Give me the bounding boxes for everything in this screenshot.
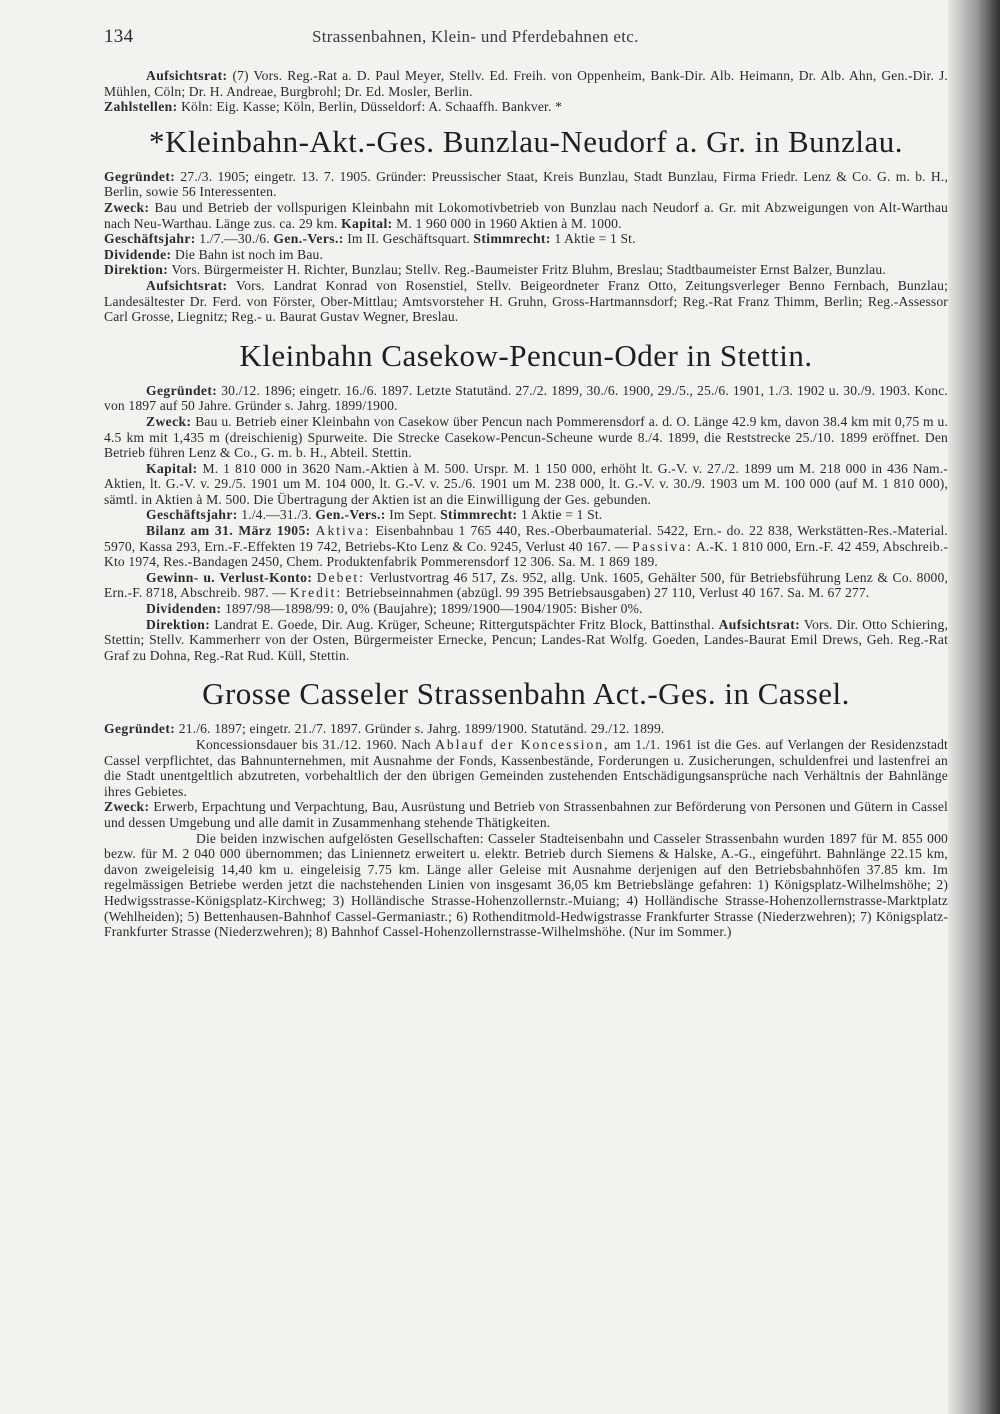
koncession-spaced-text: Ablauf der Koncession,: [435, 737, 610, 752]
guv-label: Gewinn- u. Verlust-Konto:: [146, 569, 313, 585]
gegruendet-paragraph: [104, 169, 948, 200]
direktion-label: Direktion:: [146, 616, 211, 632]
gegruendet-label: Gegründet:: [104, 721, 176, 737]
gegruendet-paragraph: [104, 721, 948, 737]
stimmrecht-label: Stimmrecht:: [440, 507, 518, 523]
stimmrecht-label: Stimmrecht:: [473, 231, 551, 247]
bilanz-passiva-label: Passiva:: [632, 538, 693, 554]
guv-kredit-text: Betriebseinnahmen (abzügl. 99 395 Betriebsausgaben) 27 110, Verlust 40 167. Sa. M. 67 277.: [345, 585, 870, 601]
aufsichtsrat-text: Vors. Landrat Konrad von Rosenstiel, Stellv. Beigeordneter Franz Otto, Zeitungsverleger Benno Fernbach, Bunzlau; Landesältester Dr. Ferd. von Förster, Ober-Mittlau; Amtsvorsteher H. Gruhn, Gross-Hartmannsdorf; Reg.-Rat Franz Thimm, Berlin; Reg.-Assessor Carl Grosse, Liegnitz; Reg.- u. Baurat Gustav Wegner, Breslau.: [104, 277, 948, 325]
genvers-label: Gen.-Vers.:: [273, 231, 344, 247]
guv-paragraph: [104, 570, 948, 601]
direktion-label: Direktion:: [104, 262, 169, 278]
koncession-text-b: am 1./1. 1961 ist die Ges. auf Verlangen der Residenzstadt Cassel verpflichtet, das Bahnunternehmen, mit Ausnahme der Fonds, Kassenbestände, Forderungen u. Zusicherungen, schuldenfrei und lastenfrei an die Stadt unentgeltlich abzutreten, vorbehaltlich der den übrigen Gemeinden zustehenden Entschädigungsansprüche nach Verhältnis der Bahnlänge ihres Gebietes.: [104, 737, 948, 799]
genvers-text: Im II. Geschäftsquart.: [347, 231, 470, 247]
gegruendet-text: 30./12. 1896; eingetr. 16./6. 1897. Letzte Statutänd. 27./2. 1899, 30./6. 1900, 29./5., 25./6. 1901, 1./3. 1902 u. 30./9. 1903. Konc. von 1897 auf 50 Jahre. Gründer s. Jahrg. 1899/1900.: [104, 382, 948, 414]
kapital-paragraph: [104, 461, 948, 508]
dividende-text: Die Bahn ist noch im Bau.: [175, 246, 323, 262]
gegruendet-label: Gegründet:: [104, 168, 176, 184]
geschaeftsjahr-text: 1./7.—30./6.: [199, 231, 270, 247]
koncession-paragraph: [104, 737, 948, 799]
genvers-label: Gen.-Vers.:: [315, 507, 386, 523]
aufsichtsrat-label: Aufsichtsrat:: [146, 277, 228, 293]
zweck-label: Zweck:: [146, 413, 192, 429]
zweck-text: Erwerb, Erpachtung und Verpachtung, Bau, Ausrüstung und Betrieb von Strassenbahnen zur Beförderung von Personen und Gütern in Cassel und dessen Umgebung und alle damit in Zusammenhang stehende Thätigkeiten.: [104, 799, 948, 830]
geschaeftsjahr-paragraph: [104, 507, 948, 523]
stimmrecht-text: 1 Aktie = 1 St.: [521, 507, 603, 523]
gegruendet-text: 27./3. 1905; eingetr. 13. 7. 1905. Gründer: Preussischer Staat, Kreis Bunzlau, Stadt Bunzlau, Firma Friedr. Lenz & Co. G. m. b. H., Berlin, sowie 56 Interessenten.: [104, 168, 948, 200]
bahnen-text: Die beiden inzwischen aufgelösten Gesellschaften: Casseler Stadteisenbahn und Casseler Strassenbahn wurden 1897 für M. 855 000 bezw. für M. 2 040 000 übernommen; das Liniennetz erweitert u. elektr. Betrieb durch Siemens & Halske, A.-G., eingeführt. Bahnlänge 22.15 km, davon zweigeleisig 14,40 km u. eingeleisig 7.75 km. Länge aller Geleise mit Ausnahme derjenigen auf den Betriebsbahnhöfen 37.85 km. Im regelmässigen Betriebe werden jetzt die nachstehenden Linien von insgesamt 36,05 km Betriebslänge gefahren: 1) Königsplatz-Wilhelmshöhe; 2) Hedwigsstrasse-Königsplatz-Kirchweg; 3) Holländische Strasse-Hohenzollernstr.-Muiang; 4) Holländische Strasse-Hohenzollernstrasse-Marktplatz (Wehlheiden); 5) Bettenhausen-Bahnhof Cassel-Germaniastr.; 6) Rothenditmold-Hedwigstrasse Frankfurter Strasse (Niederzwehren); 7) Königsplatz-Frankfurter Strasse (Niederzwehren); 8) Bahnhof Cassel-Hohenzollernstrasse-Wilhelmshöhe. (Nur im Sommer.): [104, 830, 948, 940]
dividende-label: Dividende:: [104, 246, 172, 262]
geschaeftsjahr-label: Geschäftsjahr:: [146, 507, 238, 523]
direktion-paragraph: [104, 262, 948, 278]
dividenden-paragraph: [104, 601, 948, 617]
entry-title-casekow: Kleinbahn Casekow-Pencun-Oder in Stettin.: [239, 337, 813, 373]
kapital-text: M. 1 960 000 in 1960 Aktien à M. 1000.: [396, 215, 622, 231]
guv-debet-label: Debet:: [316, 569, 365, 585]
gegruendet-text: 21./6. 1897; eingetr. 21./7. 1897. Gründer s. Jahrg. 1899/1900. Statutänd. 29./12. 1899.: [178, 721, 665, 737]
zweck-text: Bau und Betrieb der vollspurigen Kleinbahn mit Lokomotivbetrieb von Bunzlau nach Neudorf a. Gr. mit Abzweigungen von Alt-Warthau nach Neu-Warthau. Länge zus. ca. 29 km.: [104, 199, 948, 231]
dividenden-text: 1897/98—1898/99: 0, 0% (Baujahre); 1899/1900—1904/1905: Bisher 0%.: [224, 601, 643, 617]
entry-cassel: [104, 721, 948, 939]
aufsichtsrat-text: (7) Vors. Reg.-Rat a. D. Paul Meyer, Stellv. Ed. Freih. von Oppenheim, Bank-Dir. Alb. Heimann, Dr. Alb. Ahn, Gen.-Dir. J. Mühlen, Cöln; Dr. H. Andreae, Burgbrohl; Dr. Ed. Mosler, Berlin.: [104, 68, 948, 99]
zahlstellen-label: Zahlstellen:: [104, 99, 178, 115]
zweck-paragraph: [104, 799, 948, 830]
geschaeftsjahr-paragraph: [104, 231, 948, 247]
aufsichtsrat-label: Aufsichtsrat:: [718, 616, 801, 632]
gegruendet-paragraph: [104, 383, 948, 414]
zweck-label: Zweck:: [104, 199, 150, 215]
dividende-paragraph: [104, 247, 948, 263]
gegruendet-label: Gegründet:: [146, 382, 218, 398]
direktion-text: Vors. Bürgermeister H. Richter, Bunzlau; Stellv. Reg.-Baumeister Fritz Bluhm, Breslau; Stadtbaumeister Ernst Balzer, Bunzlau.: [171, 262, 886, 278]
zweck-text: Bau u. Betrieb einer Kleinbahn von Casekow über Pencun nach Pommerensdorf a. d. O. Länge 42.9 km, davon 38.4 km mit 0,75 m u. 4.5 km mit 1,435 m (dreischienig) Spurweite. Die Strecke Casekow-Pencun-Scheune wurde 8./4. 1899, die Reststrecke 25./10. 1899 eröffnet. Den Betrieb führen Lenz & Co., G. m. b. H., Abteil. Stettin.: [104, 413, 948, 461]
zahlstellen-text: Köln: Eig. Kasse; Köln, Berlin, Düsseldorf: A. Schaaffh. Bankver. *: [181, 99, 563, 115]
zweck-paragraph: [104, 200, 948, 231]
dividenden-label: Dividenden:: [146, 601, 222, 617]
kapital-text: M. 1 810 000 in 3620 Nam.-Aktien à M. 500. Urspr. M. 1 150 000, erhöht lt. G.-V. v. 27./2. 1899 um M. 218 000 in 436 Nam.-Aktien, lt. G.-V. v. 29./5. 1901 um M. 104 000, lt. G.-V. v. 25./6. 1901 um M. 238 000, lt. G.-V. v. 30./9. 1903 um M. 100 000 (auf M. 1 810 000), sämtl. in Aktien à M. 500. Die Übertragung der Aktien ist an die Einwilligung der Ges. gebunden.: [104, 460, 948, 507]
guv-kredit-label: Kredit:: [289, 585, 343, 601]
previous-entry-continuation: [104, 68, 948, 115]
aufsichtsrat-label: Aufsichtsrat:: [146, 68, 228, 83]
koncession-text-a: Koncessionsdauer bis 31./12. 1960. Nach: [196, 737, 431, 752]
bilanz-aktiva-label: Aktiva:: [315, 523, 371, 539]
aufsichtsrat-paragraph: [104, 68, 948, 99]
bilanz-label: Bilanz am 31. März 1905:: [146, 523, 311, 539]
bilanz-passiva-text: A.-K. 1 810 000, Ern.-F. 42 459, Abschreib.-Kto 1974, Res.-Bandagen 2450, Chem. Produktenfabrik Pommerensdorf 12 306. Sa. M. 1 869 189.: [104, 538, 948, 570]
zweck-paragraph: [104, 414, 948, 461]
kapital-label: Kapital:: [341, 215, 393, 231]
page-number: 134: [104, 26, 134, 47]
bilanz-aktiva-text: Eisenbahnbau 1 765 440, Res.-Oberbaumaterial. 5422, Ern.- do. 22 838, Werkstätten-Res.-Material. 5970, Kassa 293, Ern.-F.-Effekten 19 742, Betriebs-Kto Lenz & Co. 9245, Verlust 40 167. —: [104, 523, 948, 554]
bilanz-paragraph: [104, 523, 948, 570]
entry-title-cassel: Grosse Casseler Strassenbahn Act.-Ges. in Cassel.: [202, 676, 850, 712]
aufsichtsrat-paragraph: [104, 278, 948, 325]
geschaeftsjahr-label: Geschäftsjahr:: [104, 231, 196, 247]
geschaeftsjahr-text: 1./4.—31./3.: [241, 507, 312, 523]
running-title: Strassenbahnen, Klein- und Pferdebahnen etc.: [312, 27, 639, 46]
bahnen-paragraph: [104, 831, 948, 940]
zahlstellen-paragraph: [104, 99, 948, 115]
entry-casekow: [104, 383, 948, 664]
page-header: [104, 26, 948, 48]
direktion-paragraph: [104, 617, 948, 664]
aufsichtsrat-text: Vors. Dir. Otto Schiering, Stettin; Stellv. Kammerherr von der Osten, Bürgermeister Ernecke, Pencun; Landes-Rat Wolfg. Goeden, Landes-Baurat Emil Drews, Geh. Reg.-Rat Graf zu Dohna, Reg.-Rat Rud. Küll, Stettin.: [104, 616, 948, 663]
entry-bunzlau: [104, 169, 948, 325]
direktion-text: Landrat E. Goede, Dir. Aug. Krüger, Scheune; Rittergutspächter Fritz Block, Battinsthal.: [214, 616, 715, 632]
genvers-text: Im Sept.: [389, 507, 437, 523]
stimmrecht-text: 1 Aktie = 1 St.: [554, 231, 636, 247]
kapital-label: Kapital:: [146, 460, 198, 476]
page-edge-shadow: [948, 0, 1000, 1414]
zweck-label: Zweck:: [104, 799, 150, 815]
guv-debet-text: Verlustvortrag 46 517, Zs. 952, allg. Unk. 1605, Gehälter 500, für Betriebsführung Lenz & Co. 8000, Ern.-F. 8718, Abschreib. 987. —: [104, 569, 948, 601]
entry-title-bunzlau: *Kleinbahn-Akt.-Ges. Bunzlau-Neudorf a. Gr. in Bunzlau.: [148, 123, 904, 159]
